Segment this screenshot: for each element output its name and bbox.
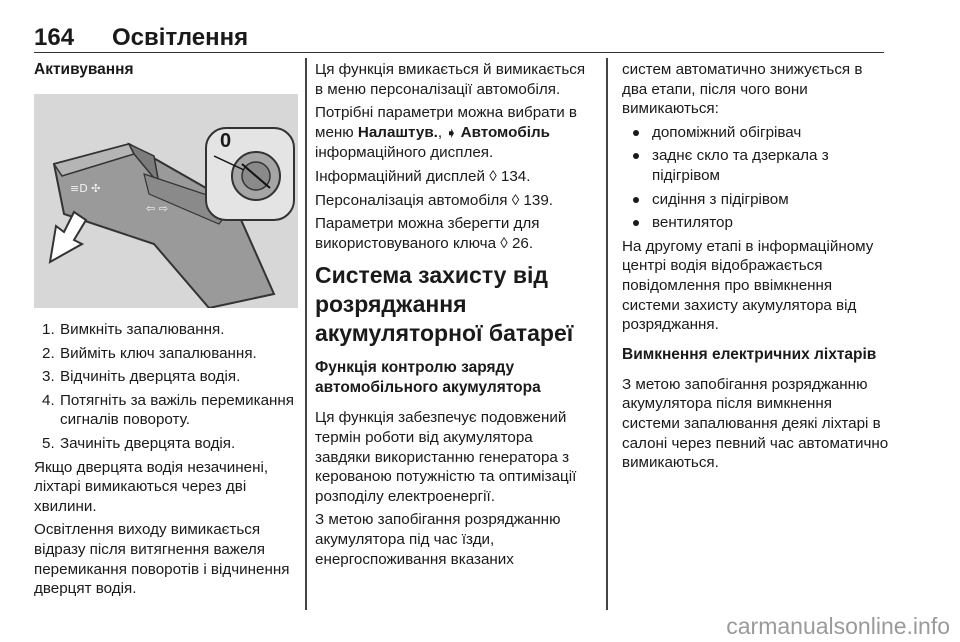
list-item: допоміжний обігрівач: [622, 123, 890, 143]
subsection-title-lights-off: Вимкнення електричних ліхтарів: [622, 345, 877, 363]
chapter-title: Освітлення: [112, 24, 249, 51]
menu-settings: Налаштув.: [357, 123, 438, 141]
paragraph: Якщо дверцята водія незачинені, ліхтарі вимикаються через дві хвилини.: [34, 458, 269, 515]
list-item: 2. Вийміть ключ запалювання.: [42, 344, 257, 362]
list-item: 1. Вимкніть запалювання.: [42, 321, 225, 338]
list-item: вентилятор: [622, 213, 890, 233]
paragraph: Освітлення виходу вимикається відразу після витягнення важеля перемикання поворотів і відчинення дверцят водія.: [34, 521, 290, 598]
paragraph: Ця функція забезпечує подовжений термін роботи від акумулятора завдяки використанню генератора з керованою потужністю та оптимізації розподілу електроенергії.: [315, 409, 577, 505]
paragraph: Потрібні параметри можна вибрати в меню Налаштув., ➧ Автомобіль інформаційного дисплея.: [315, 104, 578, 162]
menu-vehicle: Автомобіль: [456, 123, 550, 141]
column-divider: [606, 58, 608, 610]
paragraph: Ця функція вмикається й вимикається в меню персоналізації автомобіля.: [315, 61, 586, 98]
figure-label-zero: 0: [220, 130, 232, 152]
arrow-icon: ➧: [446, 125, 457, 140]
turn-signal-lever-drawing: [34, 94, 298, 308]
lever-illustration: [34, 94, 298, 308]
paragraph: З метою запобігання розряджанню акумулятора після вимкнення системи запалювання деякі ліхтарі в салоні через певний час автоматично вимикаються.: [622, 375, 889, 472]
paragraph: систем автоматично знижується в два етапи, після чого вони вимикаються:: [622, 61, 863, 118]
section-heading-activation: Активування: [34, 61, 134, 78]
column-middle: [315, 60, 587, 573]
list-item: 3. Відчиніть дверцята водія.: [42, 368, 241, 386]
watermark: carmanualsonline.info: [726, 613, 950, 639]
subsection-title-charge-control: Функція контролю заряду автомобільного акумулятора: [315, 359, 541, 397]
paragraph: З метою запобігання розряджанню акумулятора під час їзди, енергоспоживання вказаних: [315, 511, 561, 568]
bullet-list: [622, 123, 890, 233]
column-left: [34, 60, 296, 603]
svg-text:≡D ✣: ≡D ✣: [70, 182, 101, 195]
list-item: сидіння з підігрівом: [622, 190, 890, 210]
steps-list: [34, 320, 296, 454]
section-title-battery-protection: Система захисту від розряджання акумуляторної батареї: [315, 262, 574, 347]
paragraph: На другому етапі в інформаційному центрі водія відображається повідомлення про ввімкнення системи захисту акумулятора від розряджання.: [622, 237, 874, 334]
svg-text:⇦ ⇨: ⇦ ⇨: [146, 202, 168, 215]
list-item: 5. Зачиніть дверцята водія.: [42, 434, 236, 452]
paragraph: Параметри можна зберегти для використовуваного ключа ◊ 26.: [315, 215, 540, 252]
cross-reference: Персоналізація автомобіля ◊ 139.: [315, 191, 553, 209]
list-item: заднє скло та дзеркала з підігрівом: [622, 146, 890, 185]
column-right: [622, 60, 890, 477]
page-number: 164: [34, 24, 75, 51]
list-item: 4. Потягніть за важіль перемикання сигналів повороту.: [42, 391, 295, 429]
cross-reference: Інформаційний дисплей ◊ 134.: [315, 167, 531, 185]
page-header: [34, 24, 884, 53]
column-divider: [305, 58, 307, 610]
